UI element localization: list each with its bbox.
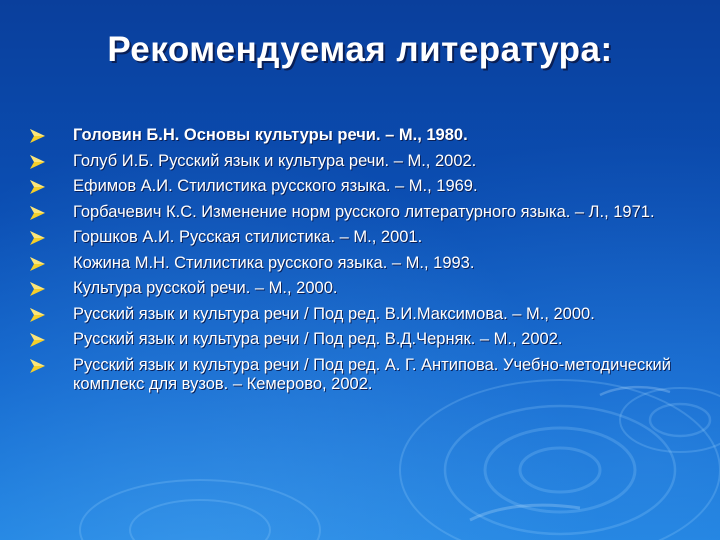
list-item-text: Кожина М.Н. Стилистика русского языка. – М., 1993. — [73, 253, 475, 272]
list-item-text: Ефимов А.И. Стилистика русского языка. – М., 1969. — [73, 177, 478, 195]
list-item — [28, 356, 698, 395]
list-item — [28, 330, 698, 350]
arrowhead-bullet-icon — [30, 231, 45, 245]
list-item-text: Культура русской речи. – М., 2000. — [73, 279, 338, 297]
list-item — [28, 203, 698, 223]
list-item-text: Голуб И.Б. Русский язык и культура речи. – М., 2002. — [73, 151, 477, 170]
list-item — [28, 152, 698, 172]
arrowhead-bullet-icon — [30, 359, 45, 373]
list-item — [28, 305, 698, 325]
arrowhead-bullet-icon — [30, 180, 45, 194]
arrowhead-bullet-icon — [30, 308, 45, 322]
arrowhead-bullet-icon — [30, 155, 45, 169]
list-item-text: Головин Б.Н. Основы культуры речи. – М., 1980. — [73, 126, 468, 144]
arrowhead-bullet-icon — [30, 333, 45, 347]
list-item-text: Русский язык и культура речи / Под ред. В.Д.Черняк. – М., 2002. — [73, 330, 563, 348]
list-item — [28, 228, 698, 248]
arrowhead-bullet-icon — [30, 257, 45, 271]
list-item — [28, 177, 698, 197]
list-item — [28, 279, 698, 299]
list-item-text: Русский язык и культура речи / Под ред. А. Г. Антипова. Учебно-методический комплекс для вузов. – Кемерово, 2002. — [73, 355, 671, 393]
arrowhead-bullet-icon — [30, 129, 45, 143]
literature-list — [28, 126, 698, 401]
list-item-text: Горбачевич К.С. Изменение норм русского литературного языка. – Л., 1971. — [73, 202, 655, 221]
list-item — [28, 254, 698, 274]
slide-title: Рекомендуемая литература: — [107, 30, 613, 69]
arrowhead-bullet-icon — [30, 282, 45, 296]
list-item — [28, 126, 698, 146]
list-item-text: Горшков А.И. Русская стилистика. – М., 2001. — [73, 228, 423, 246]
arrowhead-bullet-icon — [30, 206, 45, 220]
list-item-text: Русский язык и культура речи / Под ред. В.И.Максимова. – М., 2000. — [73, 304, 595, 323]
